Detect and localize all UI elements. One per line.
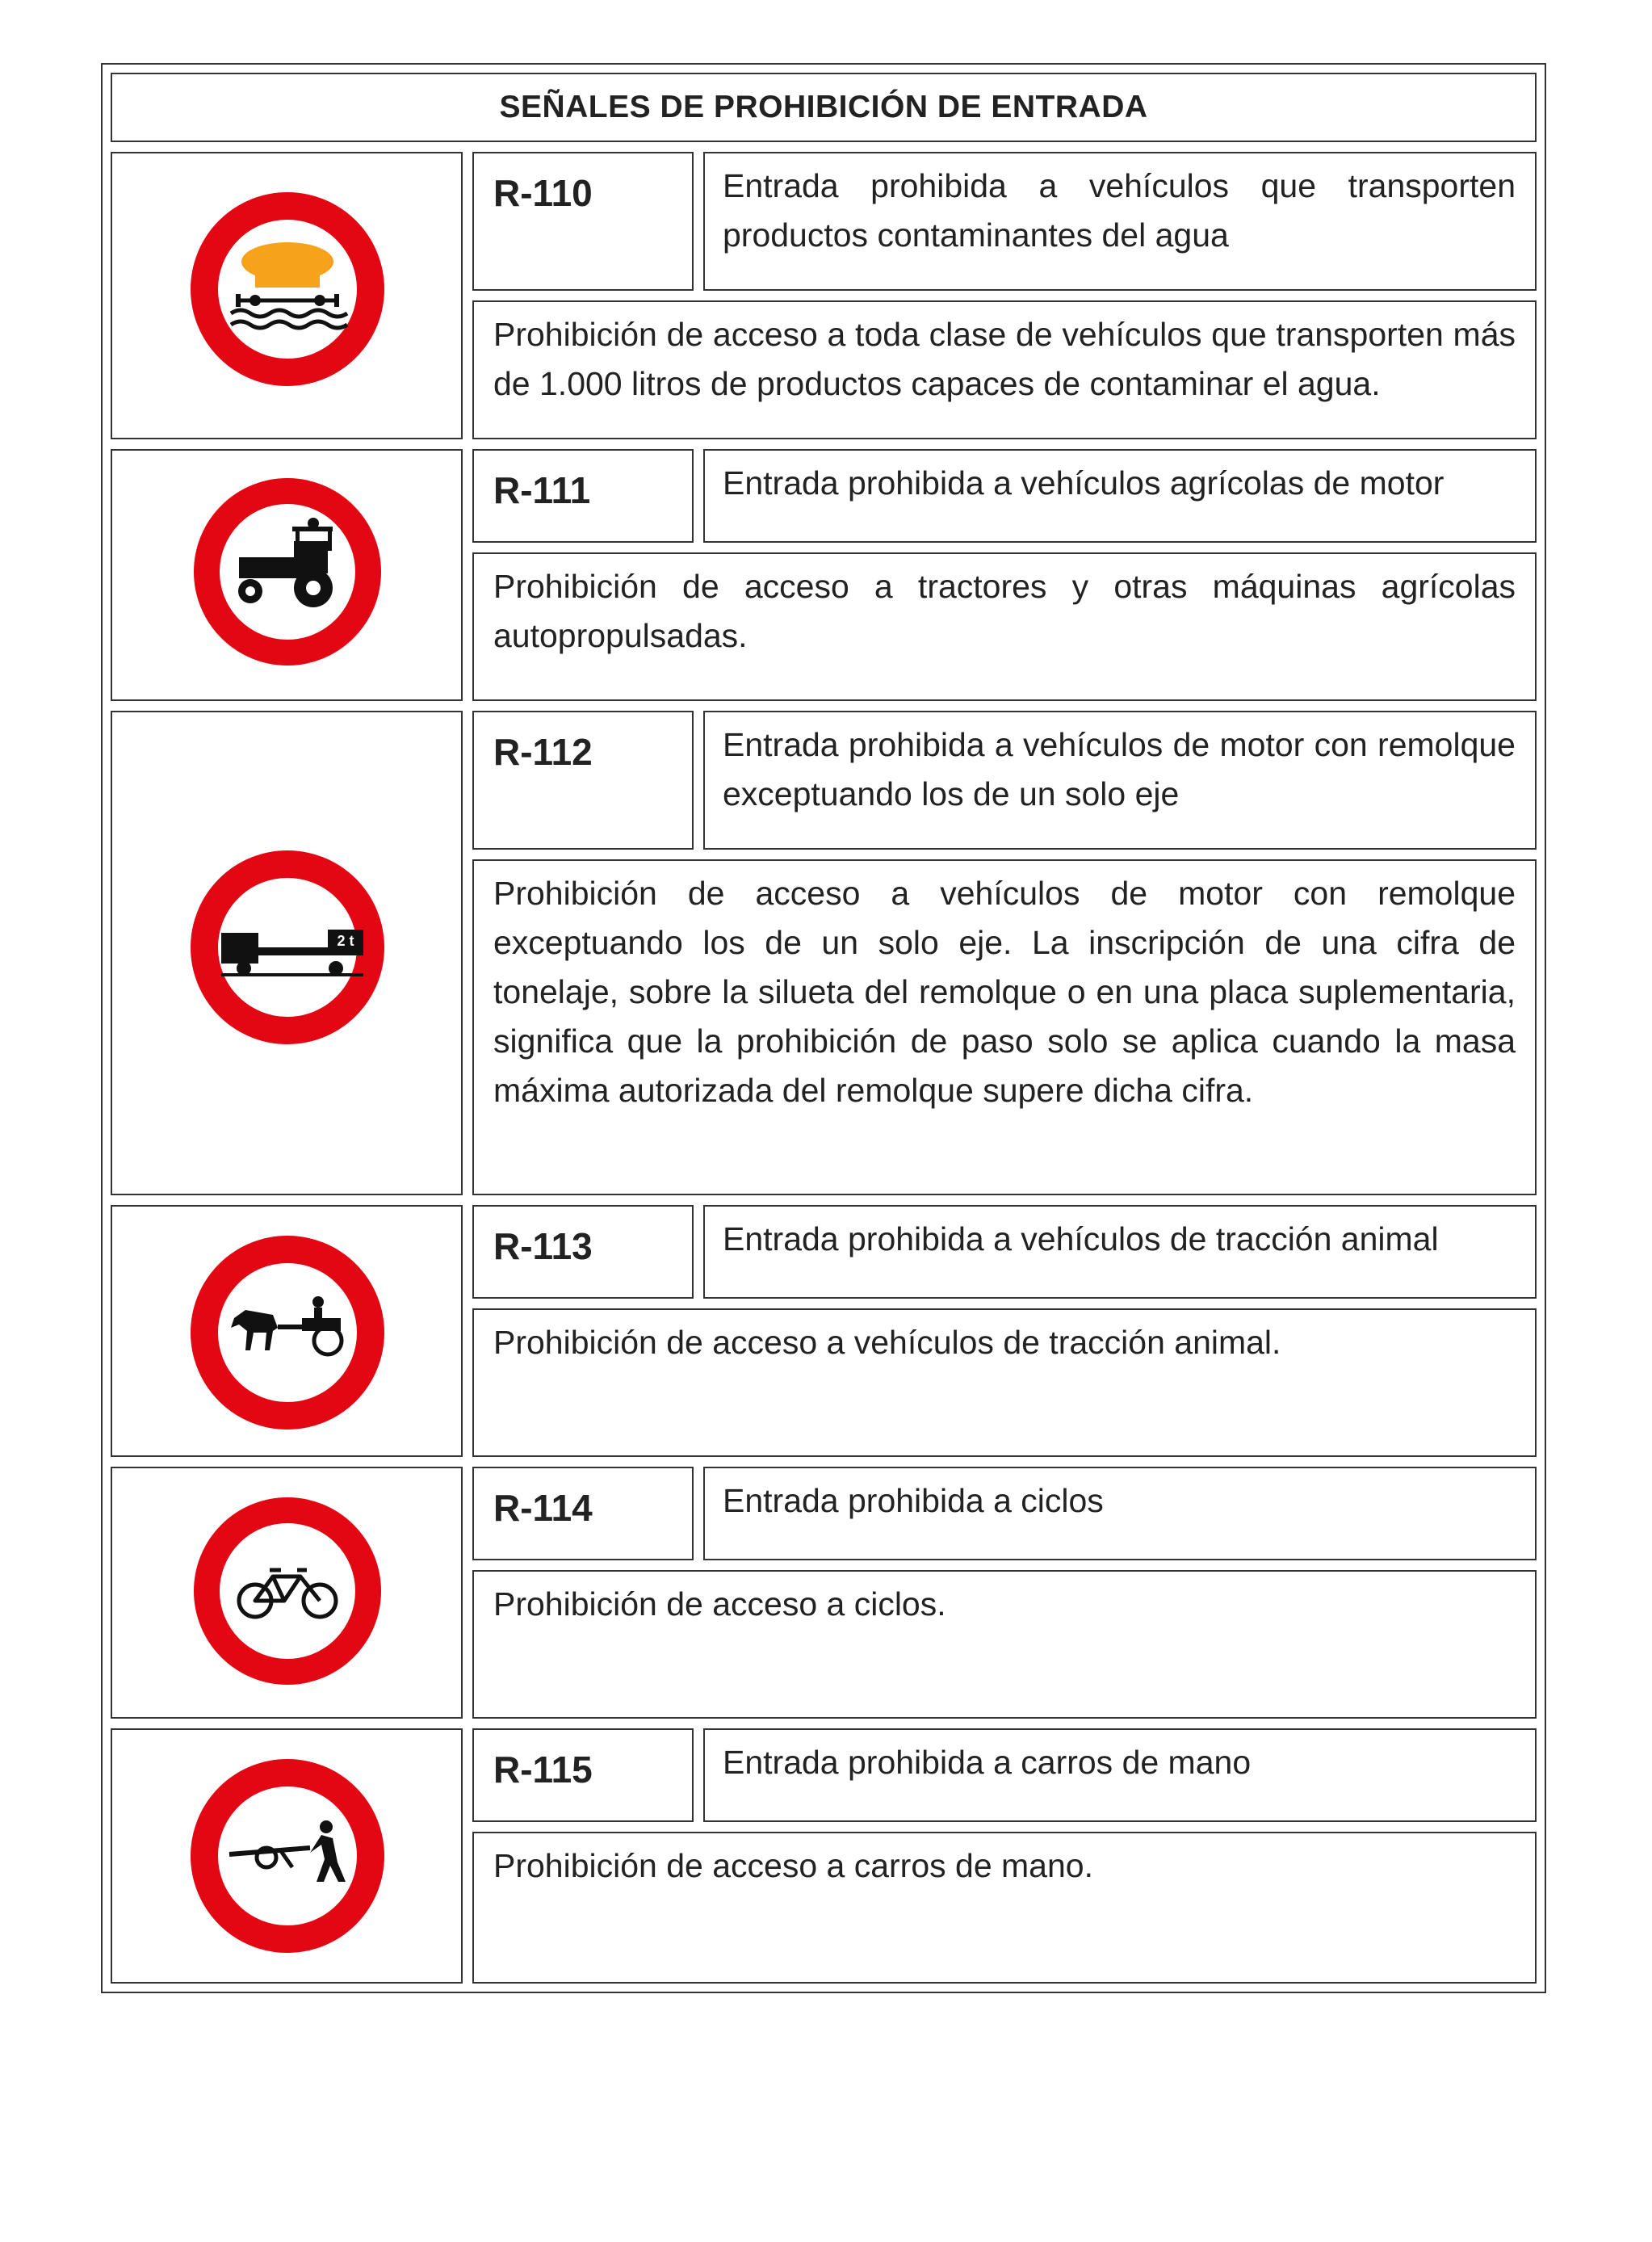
sign-long-description: Prohibición de acceso a carros de mano.	[493, 1847, 1093, 1884]
sign-long-description: Prohibición de acceso a vehículos de motor con remolque exceptuando los de un solo eje. La inscripción de una cifra de tonelaje, sobre la silueta del remolque o en una placa suplementaria, significa que la prohibición de paso solo se aplica cuando la masa máxima autorizada del remolque supere dicha cifra.	[493, 875, 1516, 1109]
sign-long-description: Prohibición de acceso a vehículos de tracción animal.	[493, 1324, 1281, 1361]
code-cell-r115	[472, 1728, 694, 1822]
sign-short-description: Entrada prohibida a vehículos agrícolas de motor	[723, 464, 1444, 502]
handcart-icon	[189, 1757, 386, 1954]
long-desc-cell-r115	[472, 1832, 1537, 1984]
long-desc-cell-r114	[472, 1570, 1537, 1719]
sign-cell-r110	[111, 152, 463, 439]
bicycle-icon	[192, 1496, 383, 1686]
code-cell-r111	[472, 449, 694, 543]
sign-code: R-111	[493, 469, 591, 511]
tractor-icon	[192, 477, 383, 667]
code-cell-r112	[472, 711, 694, 850]
code-cell-r114	[472, 1467, 694, 1560]
sign-cell-r111	[111, 449, 463, 701]
long-desc-cell-r110	[472, 300, 1537, 439]
sign-short-description: Entrada prohibida a carros de mano	[723, 1744, 1252, 1781]
short-desc-cell-r111	[703, 449, 1537, 543]
table-title-cell	[111, 73, 1537, 142]
sign-cell-r112	[111, 711, 463, 1195]
short-desc-cell-r114	[703, 1467, 1537, 1560]
sign-code: R-113	[493, 1225, 593, 1267]
sign-cell-r113	[111, 1205, 463, 1457]
short-desc-cell-r113	[703, 1205, 1537, 1299]
sign-short-description: Entrada prohibida a ciclos	[723, 1482, 1104, 1519]
tonnage-plate-label: 2 t	[337, 933, 354, 949]
sign-code: R-115	[493, 1749, 593, 1791]
long-desc-cell-r111	[472, 552, 1537, 701]
sign-long-description: Prohibición de acceso a toda clase de vehículos que transporten más de 1.000 litros de productos capaces de contaminar el agua.	[493, 316, 1516, 402]
sign-short-description: Entrada prohibida a vehículos de tracción animal	[723, 1220, 1439, 1257]
short-desc-cell-r112	[703, 711, 1537, 850]
sign-code: R-110	[493, 172, 593, 214]
long-desc-cell-r113	[472, 1308, 1537, 1457]
sign-code: R-112	[493, 731, 593, 773]
sign-long-description: Prohibición de acceso a ciclos.	[493, 1585, 946, 1623]
code-cell-r110	[472, 152, 694, 291]
short-desc-cell-r110	[703, 152, 1537, 291]
short-desc-cell-r115	[703, 1728, 1537, 1822]
sign-short-description: Entrada prohibida a vehículos que transporten productos contaminantes del agua	[723, 167, 1516, 254]
trailer-icon	[189, 849, 386, 1046]
sign-long-description: Prohibición de acceso a tractores y otras máquinas agrícolas autopropulsadas.	[493, 568, 1516, 654]
sign-code: R-114	[493, 1487, 593, 1529]
water-pollutant-tanker-icon	[189, 191, 386, 388]
long-desc-cell-r112	[472, 859, 1537, 1195]
horse-cart-icon	[189, 1234, 386, 1431]
table-title: SEÑALES DE PROHIBICIÓN DE ENTRADA	[499, 90, 1148, 124]
sign-cell-r114	[111, 1467, 463, 1719]
code-cell-r113	[472, 1205, 694, 1299]
sign-cell-r115	[111, 1728, 463, 1984]
sign-short-description: Entrada prohibida a vehículos de motor con remolque exceptuando los de un solo eje	[723, 726, 1516, 812]
